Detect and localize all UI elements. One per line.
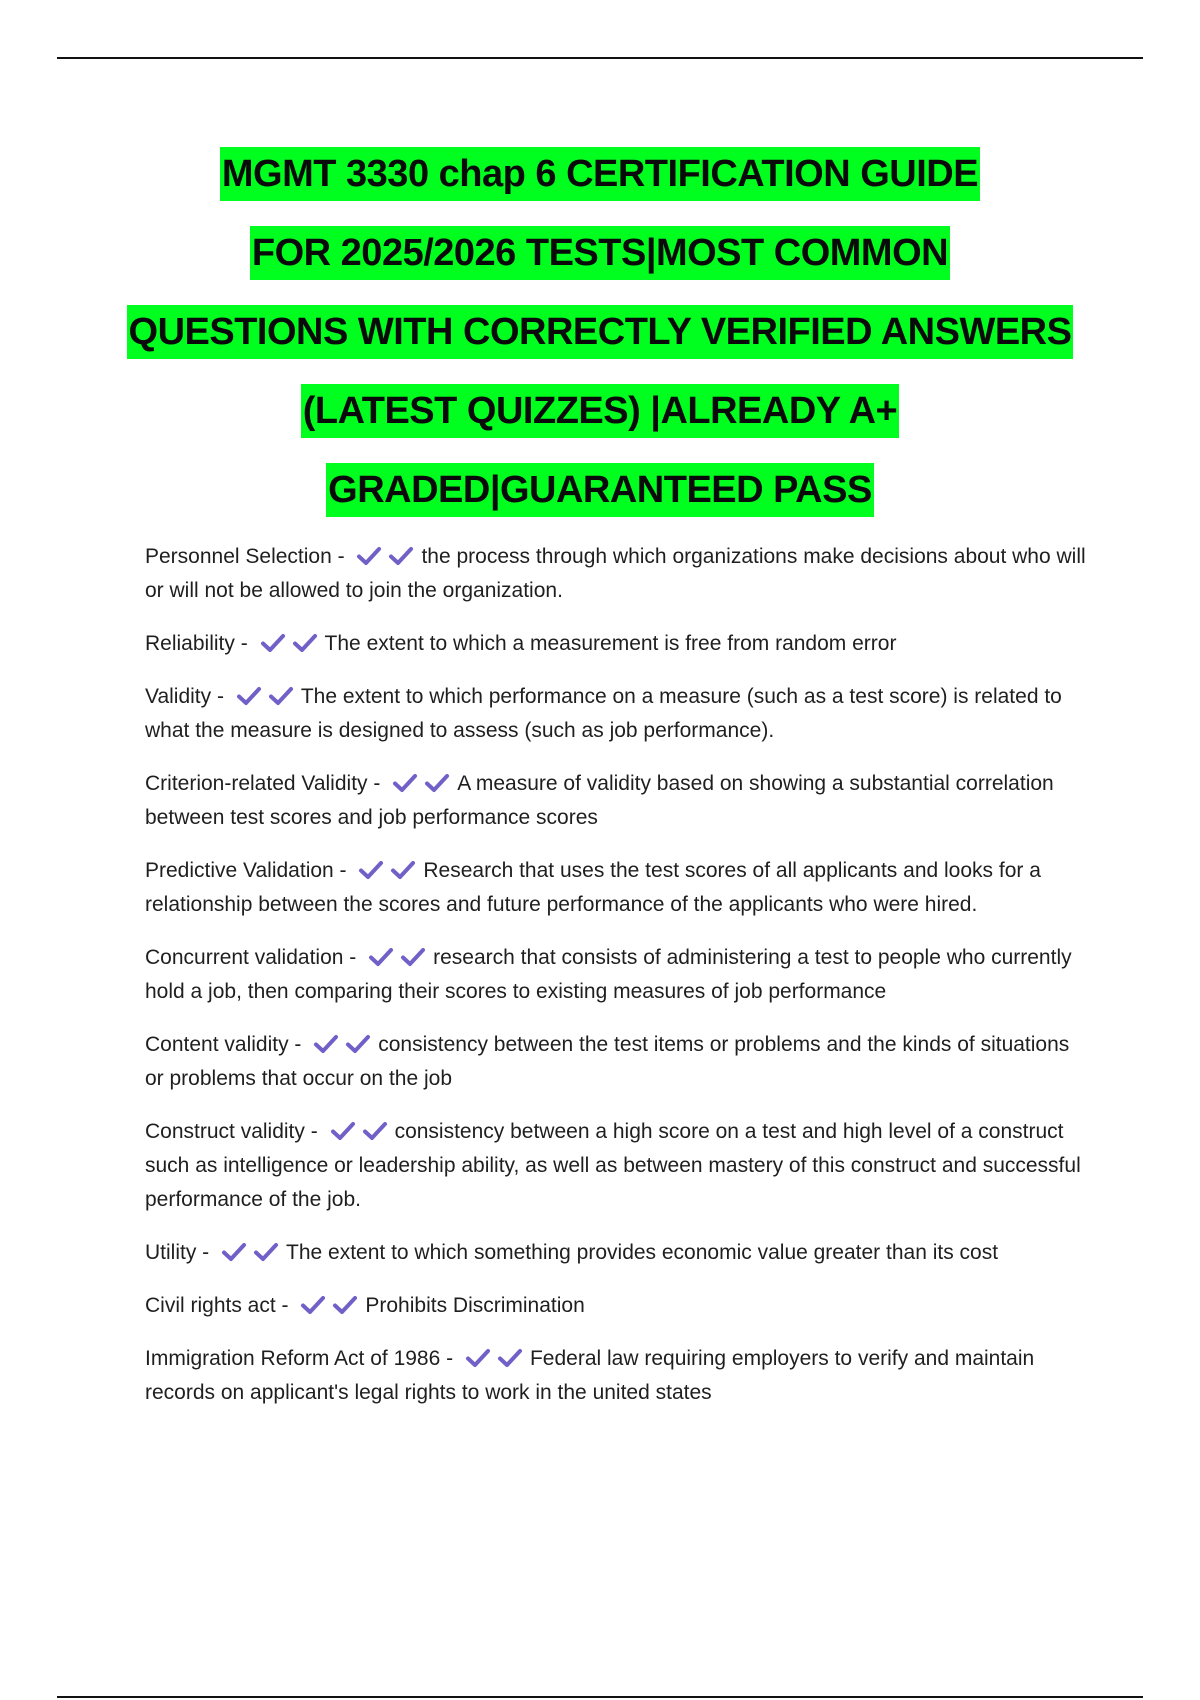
title-text: GRADED|GUARANTEED PASS [326,463,874,517]
bottom-rule [57,1696,1143,1698]
check-mark-icon [268,686,294,706]
entry-separator: - [440,1347,459,1370]
entry-definition: Federal law requiring employers to verify and maintain records on applicant's legal rights to work in the united states [145,1347,1035,1404]
check-mark-icon [358,860,384,880]
title-line [100,221,1100,300]
entry-term: Reliability [145,632,235,655]
entry-separator: - [333,859,353,882]
flashcard-list [145,540,1090,1429]
entry-term: Predictive Validation [145,859,334,882]
entry-definition: research that consists of administering a test to people who currently hold a job, then comparing their scores to existing measures of job performance [145,946,1072,1003]
entry-separator: - [367,772,387,795]
check-mark-icon [260,633,286,653]
entry-separator: - [196,1241,216,1264]
check-mark-icon [368,947,394,967]
check-mark-icon [497,1348,523,1368]
entry-definition: Research that uses the test scores of all applicants and looks for a relationship between the scores and future performance of the applicants who were hired. [145,859,1041,916]
check-mark-icon [221,1242,247,1262]
document-title [100,142,1100,537]
entry-term: Construct validity [145,1120,305,1143]
top-rule [57,57,1143,59]
check-mark-icon [362,1121,388,1141]
definition-entry [145,1115,1090,1217]
entry-separator: - [288,1033,308,1056]
entry-separator: - [331,545,351,568]
entry-term: Civil rights act [145,1294,276,1317]
definition-entry [145,1342,1090,1410]
entry-term: Concurrent validation [145,946,344,969]
entry-definition: Prohibits Discrimination [365,1294,585,1317]
title-line [100,379,1100,458]
check-mark-icon [300,1295,326,1315]
title-text: MGMT 3330 chap 6 CERTIFICATION GUIDE [220,147,980,201]
entry-separator: - [275,1294,295,1317]
definition-entry [145,854,1090,922]
check-mark-icon [330,1121,356,1141]
title-text: FOR 2025/2026 TESTS|MOST COMMON [250,226,950,280]
entry-definition: consistency between a high score on a test and high level of a construct such as intelligence or leadership ability, as well as between mastery of this construct and successful performance of the job. [145,1120,1081,1211]
check-mark-icon [424,773,450,793]
entry-term: Criterion-related Validity [145,772,368,795]
title-text: (LATEST QUIZZES) |ALREADY A+ [301,384,899,438]
title-line [100,300,1100,379]
check-mark-icon [345,1034,371,1054]
definition-entry [145,1236,1090,1270]
definition-entry [145,540,1090,608]
check-mark-icon [400,947,426,967]
entry-term: Immigration Reform Act of 1986 [145,1347,441,1370]
entry-separator: - [211,685,230,708]
check-mark-icon [465,1348,491,1368]
definition-entry [145,1289,1090,1323]
entry-term: Content validity [145,1033,289,1056]
check-mark-icon [388,546,414,566]
definition-entry [145,941,1090,1009]
title-line [100,458,1100,537]
check-mark-icon [253,1242,279,1262]
definition-entry [145,627,1090,661]
entry-definition: the process through which organizations make decisions about who will or will not be allowed to join the organization. [145,545,1086,602]
definition-entry [145,1028,1090,1096]
definition-entry [145,680,1090,748]
check-mark-icon [292,633,318,653]
check-mark-icon [356,546,382,566]
title-line [100,142,1100,221]
entry-separator: - [304,1120,324,1143]
check-mark-icon [313,1034,339,1054]
entry-term: Validity [145,685,212,708]
entry-term: Personnel Selection [145,545,332,568]
entry-separator: - [343,946,363,969]
entry-definition: The extent to which a measurement is free from random error [324,632,897,655]
check-mark-icon [392,773,418,793]
title-text: QUESTIONS WITH CORRECTLY VERIFIED ANSWERS [127,305,1074,359]
entry-definition: A measure of validity based on showing a substantial correlation between test scores and job performance scores [145,772,1054,829]
entry-term: Utility [145,1241,197,1264]
definition-entry [145,767,1090,835]
entry-separator: - [234,632,254,655]
entry-definition: consistency between the test items or problems and the kinds of situations or problems that occur on the job [145,1033,1070,1090]
entry-definition: The extent to which performance on a measure (such as a test score) is related to what the measure is designed to assess (such as job performance). [145,685,1062,742]
check-mark-icon [332,1295,358,1315]
check-mark-icon [390,860,416,880]
check-mark-icon [236,686,262,706]
entry-definition: The extent to which something provides economic value greater than its cost [286,1241,999,1264]
